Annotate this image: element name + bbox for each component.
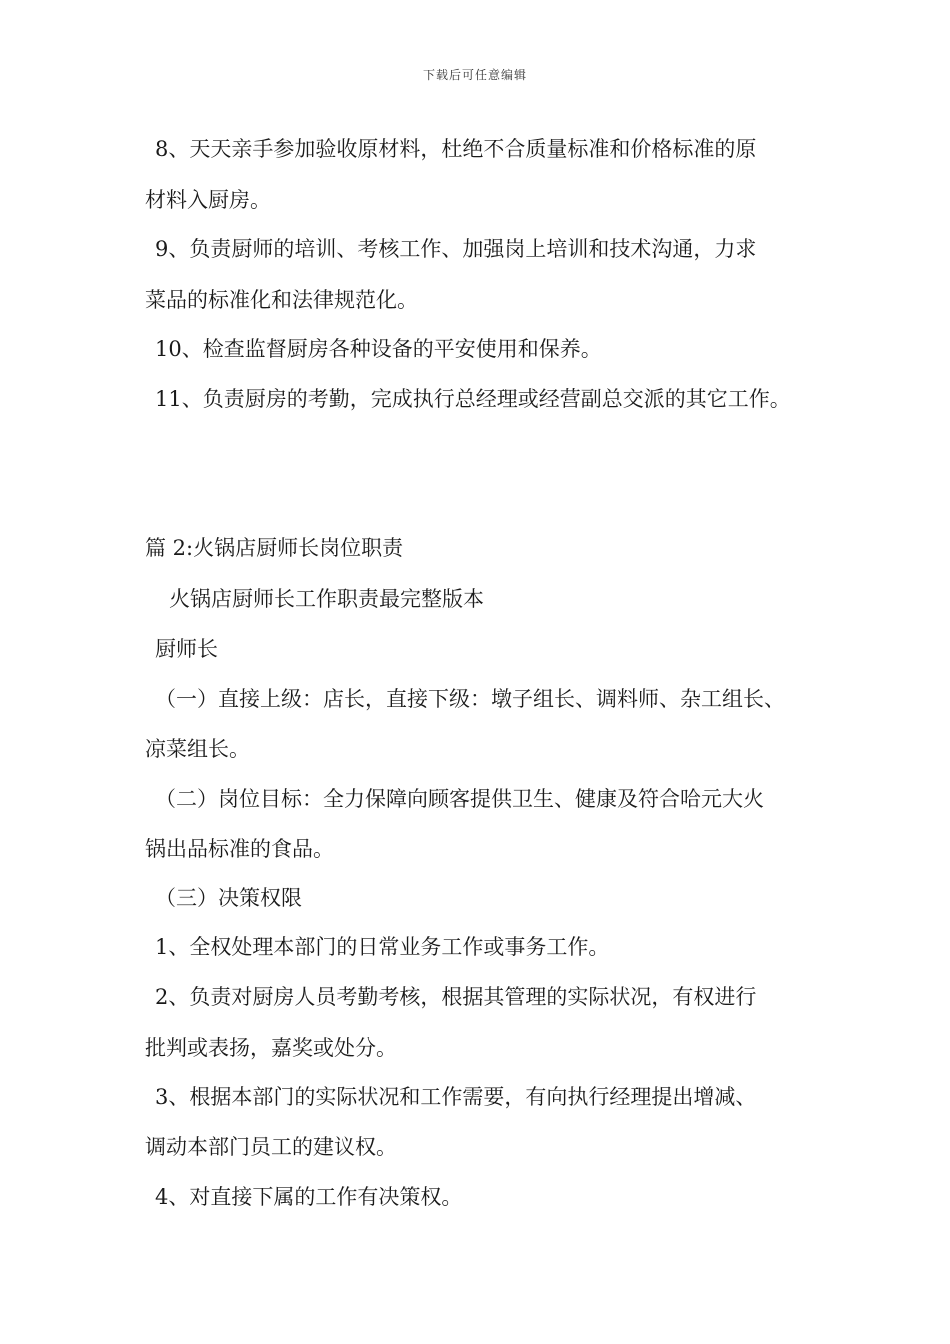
role-heading: 厨师长	[155, 637, 218, 661]
paragraph-line: （一）直接上级：店长，直接下级：墩子组长、调料师、杂工组长、	[155, 687, 785, 711]
paragraph-line: 11、负责厨房的考勤，完成执行总经理或经营副总交派的其它工作。	[155, 387, 791, 411]
paragraph-line: 材料入厨房。	[145, 188, 271, 212]
paragraph-line: 调动本部门员工的建议权。	[145, 1135, 397, 1159]
paragraph-line: 9、负责厨师的培训、考核工作、加强岗上培训和技术沟通，力求	[155, 237, 757, 261]
paragraph-line: 菜品的标准化和法律规范化。	[145, 288, 418, 312]
section-title: 篇 2:火锅店厨师长岗位职责	[145, 536, 404, 560]
paragraph-line: 1、全权处理本部门的日常业务工作或事务工作。	[155, 935, 610, 959]
paragraph-line: （二）岗位目标：全力保障向顾客提供卫生、健康及符合哈元大火	[155, 787, 764, 811]
paragraph-line: 批判或表扬，嘉奖或处分。	[145, 1036, 397, 1060]
paragraph-line: 4、对直接下属的工作有决策权。	[155, 1185, 463, 1209]
paragraph-line: 8、天天亲手参加验收原材料，杜绝不合质量标准和价格标准的原	[155, 137, 757, 161]
page-header: 下载后可任意编辑	[422, 68, 527, 82]
paragraph-line: 10、检查监督厨房各种设备的平安使用和保养。	[155, 337, 602, 361]
paragraph-line: （三）决策权限	[155, 886, 302, 910]
paragraph-line: 锅出品标准的食品。	[145, 837, 334, 861]
paragraph-line: 2、负责对厨房人员考勤考核，根据其管理的实际状况，有权进行	[155, 985, 757, 1009]
paragraph-line: 凉菜组长。	[145, 737, 250, 761]
paragraph-line: 3、根据本部门的实际状况和工作需要，有向执行经理提出增减、	[155, 1085, 757, 1109]
document-subtitle: 火锅店厨师长工作职责最完整版本	[169, 587, 484, 611]
